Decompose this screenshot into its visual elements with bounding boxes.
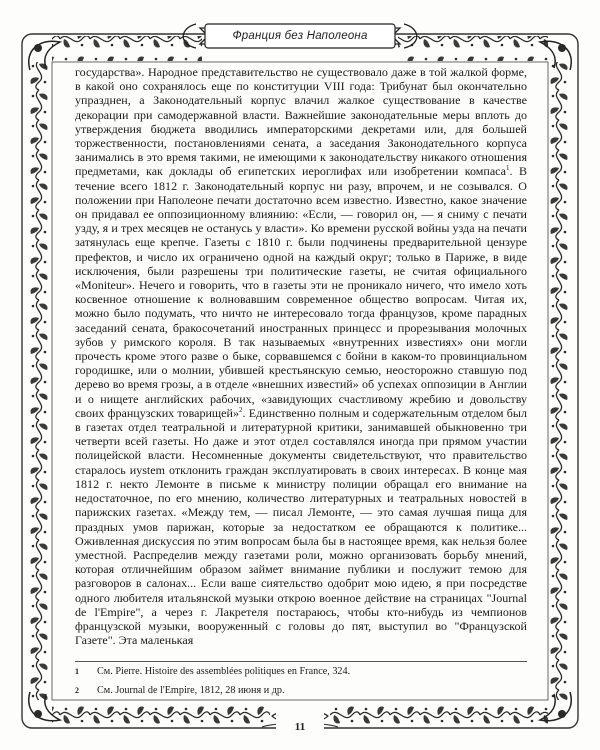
footnote-ref-2[interactable]: 2 bbox=[239, 405, 243, 414]
running-title: Франция без Наполеона bbox=[232, 30, 368, 42]
body-text-part: . В течение всего 1812 г. Законодательный корпус ни разу, впрочем, и не созывался. О положении при Наполеоне печати достаточно всем известно. Известно, какое значение он придавал ее оппозиционному влиянию: «Если, — говорил он, — я сниму с печати узду, я и трех месяцев не останусь у власти». Ко времени русской войны узда на печати затянулась еще крепче. Газеты с 1810 г. были подчинены предварительной цензуре префектов, и число их ограничено одной на каждый округ; только в Париже, в виде исключения, были разрешены три политические газеты, не считая официального «Moniteur». Нечего и говорить, что в газеты эти не проникало ничего, что имело хоть косвенное отношение к волновавшим современное общество вопросам. Читая их, можно было подумать, что ничто не интересовало тогда французов, кроме парадных заседаний сената, бракосочетаний иностранных принцесс и прорезывания молочных зубов у римского короля. В так называемых «внутренних известиях» они могли прочесть кроме этого разве о быке, сорвавшемся с бойни в каком-то провинциальном городишке, или о молнии, убившей крестьянскую семью, неосторожно ставшую под дерево во время грозы, а в отделе «внешних известий» об успехах оппозиции в Англии и о нищете английских рабочих, «завидующих счастливому жребию и довольству своих французских товарищей» bbox=[75, 164, 528, 420]
main-text bbox=[75, 65, 527, 647]
footnote-text: См. Pierre. Histoire des assemblées politiques en France, 324. bbox=[97, 666, 351, 677]
footnotes bbox=[75, 665, 527, 702]
footnote-number: 1 bbox=[75, 667, 79, 676]
body-text-part: государства». Народное представительство не существовало даже в той жалкой форме, в какой оно сохранялось еще по конституции VIII года: Трибунат был окончательно упразднен, а Законодательный корпус влачил жалкое существование в качестве декорации при самодержавной власти. Важнейшие законодательные меры вплоть до утверждения бюджета вводились императорскими декретами или, для большей торжественности, постановлениями сената, а заседания Законодательного корпуса занимались в это время такими, не имеющими к законодательству никакого отношения предметами, как доклады об египетских иероглифах или изобретении компаса bbox=[75, 65, 527, 179]
page-number-cartouche bbox=[272, 716, 328, 738]
body-text-part: . Единственно полным и содержательным отделом был в газетах отдел театральной и литературной критики, занимавшей обыкновенно три четверти всей газеты. Но даже и этот отдел составлялся иногда при прямом участии полицейской власти. Несомненные документы свидетельствуют, что правительство старалось иystem отклонить граждан эксплуатировать в своих интересах. В конце мая 1812 г. некто Лемонте в письме к министру полиции обращал его внимание на недостаточное, по его мнению, количество литературных и театральных новостей в парижских газетах. «Между тем, — писал Лемонте, — это самая лучшая пища для праздных умов парижан, которые за недостатком ее обращаются к политике... Оживленная дискуссия по этим вопросам была бы в настоящее время, как нельзя более уместной. Распределив между газетами роли, можно организовать борьбу мнений, которая отличнейшим образом займет внимание публики и послужит темою для разговоров в салонах... Если ваше сиятельство одобрит мою идею, я при посредстве одного любителя итальянской музыки открою военное действие на страницах "Journal de l'Empire", а через г. Лакретеля постараюсь, чтобы кто-нибудь из чемпионов французской музыки, вооруженный с головы до пят, выступил во "Французской Газете". Эта маленькая bbox=[75, 405, 528, 648]
body-paragraph bbox=[75, 65, 527, 647]
footnote-ref-1[interactable]: 1 bbox=[506, 164, 510, 173]
footnote-divider bbox=[75, 661, 527, 662]
footnote-1 bbox=[75, 665, 527, 679]
footnote-2 bbox=[75, 684, 527, 698]
footnote-text: См. Journal de l'Empire, 1812, 28 июня и др. bbox=[97, 684, 285, 696]
footnote-number: 2 bbox=[75, 685, 79, 695]
page-number: 11 bbox=[294, 721, 306, 733]
running-title-banner bbox=[205, 23, 395, 49]
